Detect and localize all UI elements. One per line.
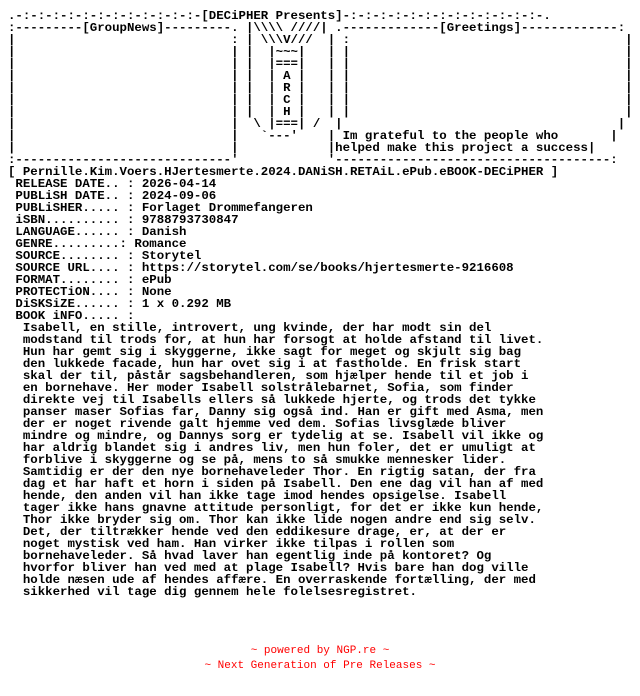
- footer-powered-by: ~ powered by NGP.re ~: [250, 645, 390, 657]
- footer-tagline: ~ Next Generation of Pre Releases ~: [204, 660, 436, 672]
- nfo-text: .-:-:-:-:-:-:-:-:-:-:-:-:-[DECiPHER Presents]-:-:-:-:-:-:-:-:-:-:-:-:-:-. :---------[GroupNews]---------. |\\\\ ////| .-------------[Greetings]-------------: | : | \\\V/// | : | | | | |~~~| | | | | | | |===| | | | | | | | A | | | | | | | | R | | | | | | | | C | | | | | | | | H | | | | | | \ |===| / | | | | `---' | Im grateful to the people who | | | |helped make this project a success| :-----------------------------' '-------------------------------------: [ Pernille.Kim.Voers.HJertesmerte.2024.DANiSH.RETAiL.ePub.eBOOK-DECiPHER ] RELEASE DATE.. : 2026-04-14 PUBLiSH DATE.. : 2024-09-06 PUBLiSHER..... : Forlaget Drommefangeren iSBN.......... : 9788793730847 LANGUAGE...... : Danish GENRE.........: Romance SOURCE........ : Storytel SOURCE URL.... : https://storytel.com/se/books/hjertesmerte-9216608 FORMAT........ : ePub PROTECTiON.... : None DiSKSiZE...... : 1 x 0.292 MB BOOK iNFO..... : Isabell, en stille, introvert, ung kvinde, der har modt sin del modstand til trods for, at hun har forsogt at holde afstand til livet. Hun har gemt sig i skyggerne, ikke sagt for meget og skjult sig bag den lukkede facade, hun har ovet sig i at fastholde. En frisk start skal der til, påstår sagsbehandleren, som hjælper hende til et job i en bornehave. Her moder Isabell solstrålebarnet, Sofia, som finder direkte vej til Isabells ellers så lukkede hjerte, og trods det tykke panser maser Sofias far, Danny sig også ind. Han er gift med Asma, men der er noget rivende galt hjemme ved dem. Sofias livsglæde bliver mindre og mindre, og Dannys sorg er tydelig at se. Isabell vil ikke og har aldrig blandet sig i andres liv, men hun foler, det er umuligt at forblive i skyggerne og se på, mens to så smukke mennesker lider. Samtidig er der den nye bornehaveleder Thor. En rigtig satan, der fra dag et har haft et horn i siden på Isabell. Den ene dag vil han af med hende, den anden vil han ikke tage imod hendes opsigelse. Isabell tager ikke hans gnavne attitude personligt, for det er ikke kun hende, Thor ikke bryder sig om. Thor kan ikke lide nogen andre end sig selv. Det, der tiltrækker hende ved den eddikesure drage, er, at der er noget mystisk ved ham. Han virker ikke tilpas i rollen som bornehaveleder. Så hvad laver han egentlig inde på kontoret? Og hvorfor bliver han ved med at plage Isabell? Hvis bare han dog ville holde næsen ude af hendes affære. En overraskende fortælling, der med sikkerhed vil tage dig gennem hele folelsesregistret.: [8, 9, 633, 599]
